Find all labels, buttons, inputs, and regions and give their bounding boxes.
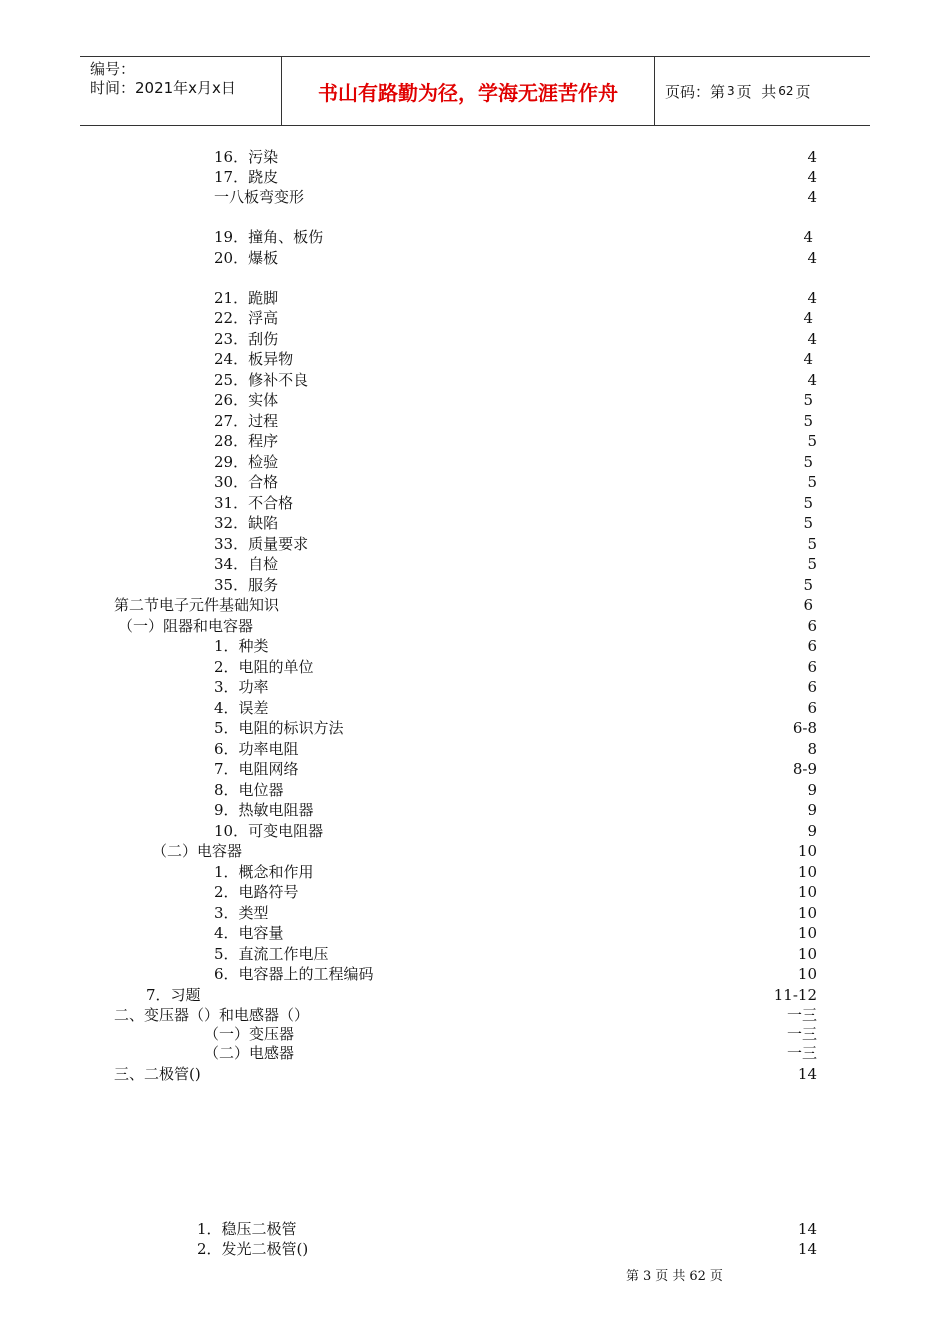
- footer-prefix: 第: [626, 1269, 640, 1284]
- toc-entry-label: 第二节电子元件基础知识: [114, 596, 280, 614]
- toc-entry-label: 3．类型: [214, 904, 269, 922]
- toc-entry-label: 9．热敏电阻器: [214, 801, 314, 819]
- toc-entry: [0, 800, 950, 820]
- page-footer: [626, 1268, 727, 1286]
- toc-entry-page: 5: [807, 473, 817, 491]
- toc-entry-page: 10: [797, 924, 817, 942]
- toc-entry-label: 4．误差: [214, 699, 269, 717]
- toc-entry: [0, 147, 950, 167]
- toc-entry: [0, 575, 950, 595]
- toc-entry: [0, 821, 950, 841]
- toc-entry-label: 10．可变电阻器: [214, 822, 324, 840]
- toc-entry: [0, 657, 950, 677]
- toc-entry-page: 5: [807, 432, 817, 450]
- toc-entry-page: 4: [803, 309, 813, 327]
- toc-entry-label: 1．种类: [214, 637, 269, 655]
- toc-entry: [0, 944, 950, 964]
- toc-entry-label: 29．检验: [214, 453, 279, 471]
- toc-entry-page: 6: [803, 596, 813, 614]
- toc-entry-label: 34．自检: [214, 555, 279, 573]
- toc-entry: [0, 1043, 950, 1063]
- toc-entry-label: 7．习题: [146, 986, 201, 1004]
- toc-entry-label: 3．功率: [214, 678, 269, 696]
- toc-entry-label: 1．稳压二极管: [197, 1220, 297, 1238]
- toc-entry-page: 10: [797, 842, 817, 860]
- toc-entry-page: 5: [803, 412, 813, 430]
- toc-entry-page: 一三: [786, 1025, 817, 1043]
- toc-entry-page: 10: [797, 863, 817, 881]
- toc-entry-label: 30．合格: [214, 473, 279, 491]
- toc-entry-label: 33．质量要求: [214, 535, 309, 553]
- toc-entry: [0, 1219, 950, 1239]
- toc-entry-label: 28．程序: [214, 432, 279, 450]
- toc-entry-label: 35．服务: [214, 576, 279, 594]
- toc-entry: [0, 759, 950, 779]
- toc-entry-page: 10: [797, 904, 817, 922]
- page-mid: 页 共: [736, 82, 777, 101]
- toc-entry: [0, 595, 950, 615]
- toc-entry-page: 6: [807, 637, 817, 655]
- toc-entry-label: 21．跪脚: [214, 289, 279, 307]
- toc-entry: [0, 1064, 950, 1084]
- toc-entry: [0, 780, 950, 800]
- toc-entry-label: （一）阻器和电容器: [118, 617, 254, 635]
- footer-current: 3: [643, 1269, 652, 1284]
- toc-entry-label: 17．跷皮: [214, 168, 279, 186]
- toc-entry-label: 22．浮高: [214, 309, 279, 327]
- toc-entry-label: 26．实体: [214, 391, 279, 409]
- toc-entry: [0, 187, 950, 207]
- toc-entry: [0, 248, 950, 268]
- document-time-label: 时间：2021年x月x日: [90, 79, 236, 97]
- document-number-label: 编号：: [90, 60, 136, 78]
- toc-entry-page: 4: [807, 249, 817, 267]
- toc-entry-page: 9: [807, 801, 817, 819]
- toc-entry-page: 6: [807, 658, 817, 676]
- toc-entry: [0, 698, 950, 718]
- toc-entry-page: 5: [807, 535, 817, 553]
- toc-entry-label: 20．爆板: [214, 249, 279, 267]
- toc-entry: [0, 227, 950, 247]
- toc-entry-page: 4: [807, 148, 817, 166]
- toc-entry: [0, 431, 950, 451]
- toc-entry: [0, 841, 950, 861]
- toc-entry: [0, 452, 950, 472]
- toc-entry: [0, 923, 950, 943]
- toc-entry-page: 5: [807, 555, 817, 573]
- toc-entry-page: 6: [807, 617, 817, 635]
- toc-entry: [0, 288, 950, 308]
- toc-entry-label: 23．刮伤: [214, 330, 279, 348]
- toc-entry-label: 31．不合格: [214, 494, 294, 512]
- toc-entry-page: 4: [803, 228, 813, 246]
- toc-entry-label: 一八板弯变形: [214, 188, 305, 206]
- toc-entry-page: 5: [803, 453, 813, 471]
- toc-entry-label: （一）变压器: [204, 1025, 295, 1043]
- toc-entry: [0, 472, 950, 492]
- toc-entry-page: 10: [797, 883, 817, 901]
- toc-entry-label: 2．电路符号: [214, 883, 299, 901]
- toc-entry: [0, 167, 950, 187]
- toc-entry: [0, 411, 950, 431]
- toc-entry-page: 4: [807, 289, 817, 307]
- toc-entry-page: 一三: [786, 1044, 817, 1062]
- toc-entry: [0, 882, 950, 902]
- toc-entry-label: 24．板异物: [214, 350, 294, 368]
- toc-entry-label: （二）电感器: [204, 1044, 295, 1062]
- toc-entry-label: 25．修补不良: [214, 371, 309, 389]
- toc-entry: [0, 370, 950, 390]
- toc-entry-label: 2．发光二极管(): [197, 1240, 309, 1258]
- toc-entry: [0, 534, 950, 554]
- toc-entry-page: 10: [797, 965, 817, 983]
- toc-entry-page: 11-12: [773, 986, 817, 1004]
- toc-entry-label: 8．电位器: [214, 781, 284, 799]
- toc-entry-page: 9: [807, 822, 817, 840]
- toc-entry: [0, 349, 950, 369]
- toc-entry: [0, 329, 950, 349]
- toc-entry-page: 4: [807, 371, 817, 389]
- toc-entry-label: 二、变压器（）和电感器（）: [114, 1006, 310, 1024]
- page-prefix: 页码：第: [665, 82, 726, 101]
- toc-entry: [0, 1024, 950, 1044]
- toc-entry-label: 27．过程: [214, 412, 279, 430]
- toc-entry-page: 6-8: [792, 719, 817, 737]
- toc-entry: [0, 636, 950, 656]
- toc-entry: [0, 903, 950, 923]
- page-current: 3: [727, 84, 735, 98]
- toc-entry: [0, 964, 950, 984]
- page-suffix: 页: [795, 82, 811, 101]
- toc-entry: [0, 554, 950, 574]
- toc-entry-page: 4: [807, 330, 817, 348]
- toc-entry-page: 8-9: [792, 760, 817, 778]
- toc-entry: [0, 862, 950, 882]
- toc-entry-label: 32．缺陷: [214, 514, 279, 532]
- toc-entry-page: 5: [803, 576, 813, 594]
- toc-entry-label: 16．污染: [214, 148, 279, 166]
- toc-entry-page: 10: [797, 945, 817, 963]
- toc-entry-page: 一三: [786, 1006, 817, 1024]
- toc-entry-label: （二）电容器: [152, 842, 243, 860]
- header-motto: 书山有路勤为径，学海无涯苦作舟: [318, 80, 618, 105]
- toc-entry-page: 14: [797, 1220, 817, 1238]
- footer-mid1: 页: [655, 1269, 669, 1284]
- footer-mid2: 共: [672, 1269, 686, 1284]
- toc-entry-page: 14: [797, 1240, 817, 1258]
- toc-entry-page: 8: [807, 740, 817, 758]
- toc-entry: [0, 390, 950, 410]
- toc-entry: [0, 513, 950, 533]
- toc-entry-label: 6．电容器上的工程编码: [214, 965, 374, 983]
- footer-total: 62: [689, 1269, 706, 1284]
- toc-entry: [0, 985, 950, 1005]
- toc-entry-label: 6．功率电阻: [214, 740, 299, 758]
- toc-entry: [0, 308, 950, 328]
- toc-entry: [0, 739, 950, 759]
- toc-entry: [0, 1239, 950, 1259]
- toc-entry-label: 4．电容量: [214, 924, 284, 942]
- toc-entry-page: 5: [803, 514, 813, 532]
- toc-entry-page: 4: [807, 188, 817, 206]
- page-total: 62: [778, 84, 794, 98]
- toc-entry-page: 4: [803, 350, 813, 368]
- toc-entry: [0, 493, 950, 513]
- toc-entry-page: 4: [807, 168, 817, 186]
- toc-entry-label: 19．撞角、板伤: [214, 228, 324, 246]
- toc-entry-page: 6: [807, 699, 817, 717]
- toc-entry-page: 6: [807, 678, 817, 696]
- toc-entry-page: 5: [803, 494, 813, 512]
- toc-entry: [0, 677, 950, 697]
- toc-entry-page: 5: [803, 391, 813, 409]
- toc-entry-label: 7．电阻网络: [214, 760, 299, 778]
- toc-entry-page: 14: [797, 1065, 817, 1083]
- toc-entry: [0, 718, 950, 738]
- toc-entry-label: 1．概念和作用: [214, 863, 314, 881]
- toc-entry: [0, 1005, 950, 1025]
- toc-entry: [0, 616, 950, 636]
- toc-entry-page: 9: [807, 781, 817, 799]
- toc-entry-label: 三、二极管(): [114, 1065, 201, 1083]
- toc-entry-label: 2．电阻的单位: [214, 658, 314, 676]
- toc-entry-label: 5．直流工作电压: [214, 945, 329, 963]
- toc-entry-label: 5．电阻的标识方法: [214, 719, 344, 737]
- footer-suffix: 页: [709, 1269, 723, 1284]
